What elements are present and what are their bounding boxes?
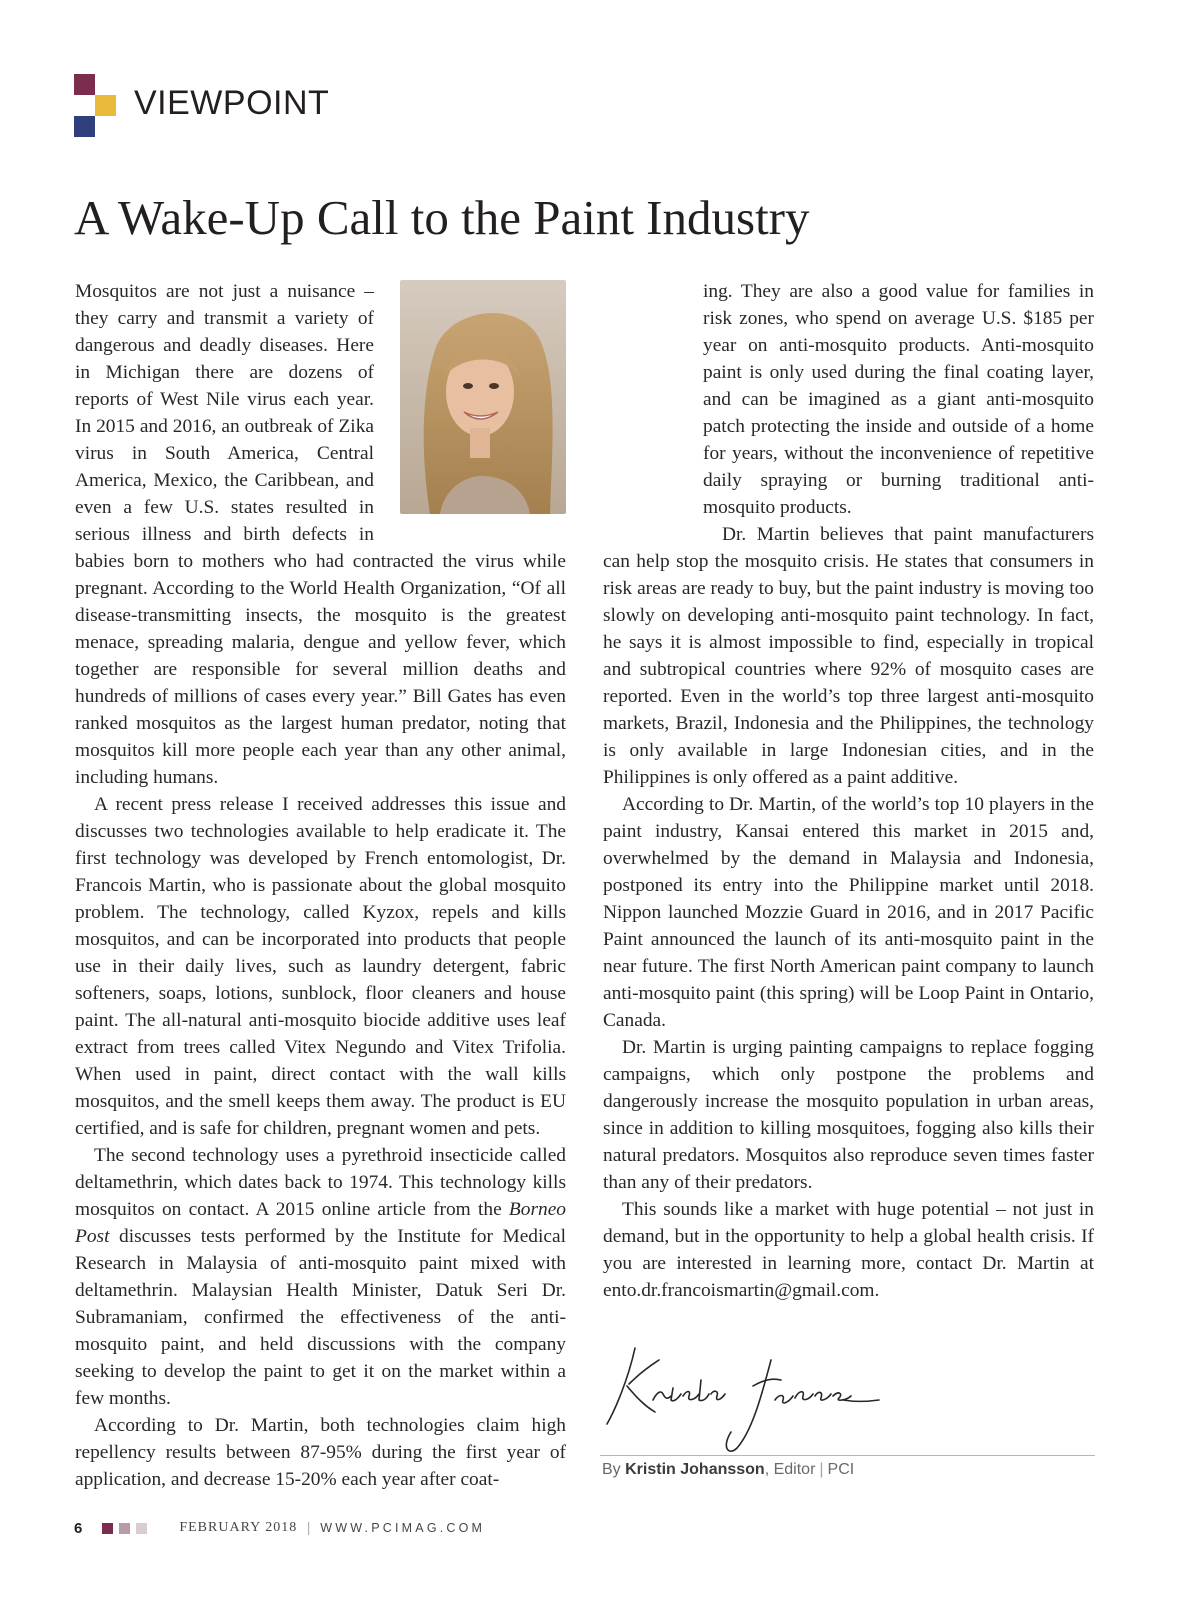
footer-square <box>119 1523 130 1534</box>
paragraph: Dr. Martin is urging painting campaigns to replace fogging campaigns, which only postpone the problems and dangerously increase the mosquito population in urban areas, since in addition to killing mosquitoes, fogging also kills their natural predators. Mosquitos also reproduce seven times faster than any of their predators. <box>603 1037 1094 1193</box>
column-wrap-spacer <box>603 278 693 524</box>
paragraph: ing. They are also a good value for families in risk zones, who spend on average U.S. $185 per year on anti-mosquito products. Anti-mosquito paint is only used during the final coating layer, and can be imagined as a giant anti-mosquito patch protecting the inside and outside of a home for years, without the inconvenience of repetitive daily spraying or burning traditional anti-mosquito products. <box>703 281 1094 518</box>
paragraph <box>75 1142 566 1412</box>
issue-date: FEBRUARY 2018 <box>179 1520 298 1535</box>
publication-title: Borneo Post <box>75 1199 566 1247</box>
section-label: VIEWPOINT <box>134 84 330 122</box>
paragraph: A recent press release I received addresses this issue and discusses two technologies available to help eradicate it. The first technology was developed by French entomologist, Dr. Francois Martin, who is passionate about the global mosquito problem. The technology, called Kyzox, repels and kills mosquitos, and can be incorporated into products that people use in their daily lives, such as laundry detergent, fabric softeners, soaps, lotions, sunblock, floor cleaners and house paint. The all-natural anti-mosquito biocide additive uses leaf extract from trees called Vitex Negundo and Vitex Trifolia. When used in paint, direct contact with the wall kills mosquitos, and the smell keeps them away. The product is EU certified, and is safe for children, pregnant women and pets. <box>75 794 566 1139</box>
text-run: The second technology uses a pyrethroid insecticide called deltamethrin, which dates back to 1974. This technology kills mosquitos on contact. A 2015 online article from the <box>75 1145 566 1220</box>
signature-rule <box>600 1455 1095 1456</box>
article-column-left <box>75 278 566 1493</box>
footer-square <box>136 1523 147 1534</box>
paragraph: According to Dr. Martin, both technologies claim high repellency results between 87-95% during the first year of application, and decrease 15-20% each year after coat- <box>75 1415 566 1490</box>
author-name: Kristin Johansson <box>625 1461 765 1478</box>
logo-square-top <box>74 74 95 95</box>
paragraph: According to Dr. Martin, of the world’s top 10 players in the paint industry, Kansai entered this market in 2015 and, overwhelmed by the demand in Malaysia and Indonesia, postponed its entry into the Philippine market until 2018. Nippon launched Mozzie Guard in 2016, and in 2017 Pacific Paint announced the launch of its anti-mosquito paint in the near future. The first North American paint company to launch anti-mosquito paint (this spring) will be Loop Paint in Ontario, Canada. <box>603 794 1094 1031</box>
byline <box>602 1461 854 1479</box>
website-url: WWW.PCIMAG.COM <box>320 1521 486 1535</box>
footer-separator: | <box>307 1519 311 1536</box>
author-portrait <box>400 280 566 514</box>
paragraph: This sounds like a market with huge potential – not just in demand, but in the opportunity to help a global health crisis. If you are interested in learning more, contact Dr. Martin at ento.dr.francoismartin@gmail.com. <box>603 1199 1094 1301</box>
section-header <box>74 74 474 138</box>
article-column-right <box>603 278 1094 1304</box>
page-footer <box>74 1517 485 1539</box>
portrait-image <box>400 280 566 514</box>
paragraph: Dr. Martin believes that paint manufacturers can help stop the mosquito crisis. He states that consumers in risk areas are ready to buy, but the paint industry is moving too slowly on developing anti-mosquito paint technology. In fact, he says it is almost impossible to find, especially in tropical and subtropical countries where 92% of mosquito cases are reported. Even in the world’s top three largest anti-mosquito markets, Brazil, Indonesia and the Philippines, the technology is only available in large Indonesian cities, and in the Philippines is only offered as a paint additive. <box>603 524 1094 788</box>
text-run: discusses tests performed by the Institute for Medical Research in Malaysia of anti-mosquito paint mixed with deltamethrin. Malaysian Health Minister, Datuk Seri Dr. Subramaniam, confirmed the effectiveness of the anti-mosquito paint, and held discussions with the company seeking to develop the paint to get it on the market within a few months. <box>75 1226 566 1409</box>
logo-square-bottom <box>74 116 95 137</box>
logo-square-middle <box>95 95 116 116</box>
page-number: 6 <box>74 1519 83 1537</box>
byline-prefix: By <box>602 1461 621 1478</box>
author-role: , Editor <box>764 1461 816 1478</box>
handwritten-signature <box>603 1340 883 1460</box>
publication-name: PCI <box>827 1461 855 1478</box>
footer-square <box>102 1523 113 1534</box>
byline-separator: | <box>819 1461 824 1478</box>
paragraph: Mosquitos are not just a nuisance – they carry and transmit a variety of dangerous and deadly diseases. Here in Michigan there are dozens of reports of West Nile virus each year. In 2015 and 2016, an outbreak of Zika virus in South America, Central America, Mexico, the Caribbean, and even a few U.S. states resulted in serious illness and birth defects in babies born to mothers who had contracted the virus while pregnant. According to the World Health Organization, “Of all disease-transmitting insects, the mosquito is the greatest menace, spreading malaria, dengue and yellow fever, which together are responsible for several million deaths and hundreds of millions of cases every year.” Bill Gates has even ranked mosquitos as the largest human predator, noting that mosquitos kill more people each year than any other animal, including humans. <box>75 281 566 788</box>
article-headline: A Wake-Up Call to the Paint Industry <box>74 190 810 245</box>
viewpoint-logo <box>74 74 116 138</box>
